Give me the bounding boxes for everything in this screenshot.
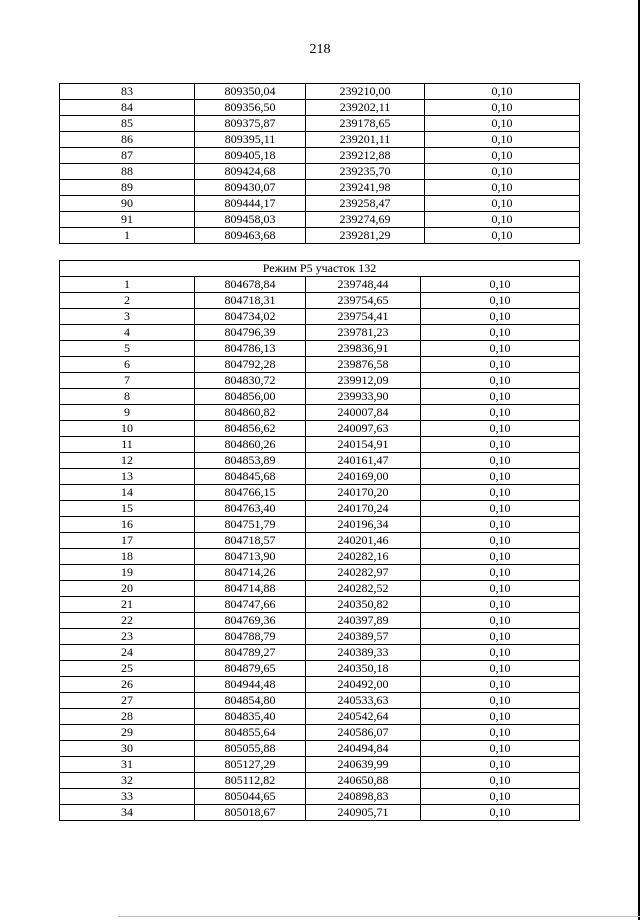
accuracy-cell: 0,10 xyxy=(421,293,580,309)
point-number-cell: 21 xyxy=(60,597,195,613)
x-coordinate-cell: 804796,39 xyxy=(195,325,306,341)
y-coordinate-cell: 240350,18 xyxy=(306,661,421,677)
point-number-cell: 25 xyxy=(60,661,195,677)
table-row xyxy=(60,597,580,613)
table-row xyxy=(60,228,580,244)
table-row xyxy=(60,469,580,485)
x-coordinate-cell: 809375,87 xyxy=(195,116,306,132)
table-row xyxy=(60,309,580,325)
y-coordinate-cell: 240161,47 xyxy=(306,453,421,469)
y-coordinate-cell: 240494,84 xyxy=(306,741,421,757)
y-coordinate-cell: 240586,07 xyxy=(306,725,421,741)
y-coordinate-cell: 240201,46 xyxy=(306,533,421,549)
y-coordinate-cell: 239178,65 xyxy=(306,116,425,132)
table-row xyxy=(60,357,580,373)
x-coordinate-cell: 804714,88 xyxy=(195,581,306,597)
accuracy-cell: 0,10 xyxy=(421,565,580,581)
x-coordinate-cell: 804860,26 xyxy=(195,437,306,453)
table-row xyxy=(60,661,580,677)
x-coordinate-cell: 809395,11 xyxy=(195,132,306,148)
y-coordinate-cell: 239876,58 xyxy=(306,357,421,373)
accuracy-cell: 0,10 xyxy=(425,100,580,116)
table-row xyxy=(60,805,580,821)
x-coordinate-cell: 804944,48 xyxy=(195,677,306,693)
accuracy-cell: 0,10 xyxy=(425,228,580,244)
accuracy-cell: 0,10 xyxy=(421,341,580,357)
x-coordinate-cell: 805127,29 xyxy=(195,757,306,773)
y-coordinate-cell: 240389,33 xyxy=(306,645,421,661)
point-number-cell: 6 xyxy=(60,357,195,373)
x-coordinate-cell: 804763,40 xyxy=(195,501,306,517)
x-coordinate-cell: 804855,64 xyxy=(195,725,306,741)
coordinates-table-section-132 xyxy=(59,260,580,821)
point-number-cell: 3 xyxy=(60,309,195,325)
point-number-cell: 31 xyxy=(60,757,195,773)
accuracy-cell: 0,10 xyxy=(421,453,580,469)
accuracy-cell: 0,10 xyxy=(421,709,580,725)
point-number-cell: 89 xyxy=(60,180,195,196)
y-coordinate-cell: 239274,69 xyxy=(306,212,425,228)
point-number-cell: 26 xyxy=(60,677,195,693)
y-coordinate-cell: 240282,52 xyxy=(306,581,421,597)
y-coordinate-cell: 240350,82 xyxy=(306,597,421,613)
accuracy-cell: 0,10 xyxy=(425,196,580,212)
y-coordinate-cell: 240492,00 xyxy=(306,677,421,693)
point-number-cell: 5 xyxy=(60,341,195,357)
point-number-cell: 12 xyxy=(60,453,195,469)
point-number-cell: 1 xyxy=(60,277,195,293)
x-coordinate-cell: 809424,68 xyxy=(195,164,306,180)
table-row xyxy=(60,709,580,725)
y-coordinate-cell: 239933,90 xyxy=(306,389,421,405)
y-coordinate-cell: 239281,29 xyxy=(306,228,425,244)
table-row xyxy=(60,789,580,805)
table-row xyxy=(60,148,580,164)
x-coordinate-cell: 804786,13 xyxy=(195,341,306,357)
accuracy-cell: 0,10 xyxy=(421,517,580,533)
x-coordinate-cell: 809444,17 xyxy=(195,196,306,212)
x-coordinate-cell: 804713,90 xyxy=(195,549,306,565)
y-coordinate-cell: 239258,47 xyxy=(306,196,425,212)
x-coordinate-cell: 804845,68 xyxy=(195,469,306,485)
table-row xyxy=(60,613,580,629)
accuracy-cell: 0,10 xyxy=(421,741,580,757)
accuracy-cell: 0,10 xyxy=(425,84,580,100)
x-coordinate-cell: 804856,00 xyxy=(195,389,306,405)
table-row xyxy=(60,293,580,309)
accuracy-cell: 0,10 xyxy=(421,661,580,677)
accuracy-cell: 0,10 xyxy=(421,613,580,629)
accuracy-cell: 0,10 xyxy=(421,773,580,789)
x-coordinate-cell: 804789,27 xyxy=(195,645,306,661)
table-row xyxy=(60,277,580,293)
x-coordinate-cell: 804792,28 xyxy=(195,357,306,373)
table-row xyxy=(60,132,580,148)
point-number-cell: 13 xyxy=(60,469,195,485)
point-number-cell: 7 xyxy=(60,373,195,389)
point-number-cell: 1 xyxy=(60,228,195,244)
table-row xyxy=(60,212,580,228)
accuracy-cell: 0,10 xyxy=(421,469,580,485)
x-coordinate-cell: 804835,40 xyxy=(195,709,306,725)
y-coordinate-cell: 239836,91 xyxy=(306,341,421,357)
accuracy-cell: 0,10 xyxy=(425,212,580,228)
table-row xyxy=(60,549,580,565)
table-row xyxy=(60,677,580,693)
y-coordinate-cell: 240007,84 xyxy=(306,405,421,421)
accuracy-cell: 0,10 xyxy=(421,645,580,661)
accuracy-cell: 0,10 xyxy=(421,789,580,805)
table-row xyxy=(60,389,580,405)
x-coordinate-cell: 804769,36 xyxy=(195,613,306,629)
table-row xyxy=(60,645,580,661)
point-number-cell: 19 xyxy=(60,565,195,581)
y-coordinate-cell: 240282,97 xyxy=(306,565,421,581)
accuracy-cell: 0,10 xyxy=(421,309,580,325)
point-number-cell: 11 xyxy=(60,437,195,453)
y-coordinate-cell: 239210,00 xyxy=(306,84,425,100)
x-coordinate-cell: 804734,02 xyxy=(195,309,306,325)
table-row xyxy=(60,100,580,116)
y-coordinate-cell: 239748,44 xyxy=(306,277,421,293)
table-row xyxy=(60,196,580,212)
y-coordinate-cell: 239781,23 xyxy=(306,325,421,341)
y-coordinate-cell: 239202,11 xyxy=(306,100,425,116)
table-row xyxy=(60,325,580,341)
x-coordinate-cell: 804766,15 xyxy=(195,485,306,501)
y-coordinate-cell: 240169,00 xyxy=(306,469,421,485)
table-row xyxy=(60,116,580,132)
accuracy-cell: 0,10 xyxy=(425,116,580,132)
accuracy-cell: 0,10 xyxy=(421,725,580,741)
y-coordinate-cell: 240533,63 xyxy=(306,693,421,709)
scan-edge-bottom xyxy=(118,916,640,917)
table-row xyxy=(60,741,580,757)
x-coordinate-cell: 804751,79 xyxy=(195,517,306,533)
point-number-cell: 90 xyxy=(60,196,195,212)
y-coordinate-cell: 239754,41 xyxy=(306,309,421,325)
point-number-cell: 88 xyxy=(60,164,195,180)
x-coordinate-cell: 809458,03 xyxy=(195,212,306,228)
point-number-cell: 83 xyxy=(60,84,195,100)
table-row xyxy=(60,757,580,773)
x-coordinate-cell: 804860,82 xyxy=(195,405,306,421)
table-row xyxy=(60,341,580,357)
point-number-cell: 4 xyxy=(60,325,195,341)
y-coordinate-cell: 240097,63 xyxy=(306,421,421,437)
accuracy-cell: 0,10 xyxy=(425,148,580,164)
table-row xyxy=(60,180,580,196)
accuracy-cell: 0,10 xyxy=(421,597,580,613)
table-row xyxy=(60,405,580,421)
table-row xyxy=(60,773,580,789)
x-coordinate-cell: 805044,65 xyxy=(195,789,306,805)
accuracy-cell: 0,10 xyxy=(421,629,580,645)
x-coordinate-cell: 804678,84 xyxy=(195,277,306,293)
point-number-cell: 30 xyxy=(60,741,195,757)
point-number-cell: 18 xyxy=(60,549,195,565)
x-coordinate-cell: 805018,67 xyxy=(195,805,306,821)
point-number-cell: 23 xyxy=(60,629,195,645)
y-coordinate-cell: 240898,83 xyxy=(306,789,421,805)
table-row xyxy=(60,437,580,453)
table-row xyxy=(60,453,580,469)
y-coordinate-cell: 239754,65 xyxy=(306,293,421,309)
accuracy-cell: 0,10 xyxy=(425,164,580,180)
table-row xyxy=(60,581,580,597)
point-number-cell: 86 xyxy=(60,132,195,148)
y-coordinate-cell: 240170,24 xyxy=(306,501,421,517)
x-coordinate-cell: 804718,31 xyxy=(195,293,306,309)
x-coordinate-cell: 804718,57 xyxy=(195,533,306,549)
y-coordinate-cell: 240170,20 xyxy=(306,485,421,501)
accuracy-cell: 0,10 xyxy=(421,501,580,517)
section-header-row xyxy=(60,261,580,277)
point-number-cell: 2 xyxy=(60,293,195,309)
accuracy-cell: 0,10 xyxy=(421,357,580,373)
point-number-cell: 22 xyxy=(60,613,195,629)
x-coordinate-cell: 804854,80 xyxy=(195,693,306,709)
point-number-cell: 24 xyxy=(60,645,195,661)
accuracy-cell: 0,10 xyxy=(421,325,580,341)
y-coordinate-cell: 240282,16 xyxy=(306,549,421,565)
accuracy-cell: 0,10 xyxy=(421,389,580,405)
x-coordinate-cell: 809350,04 xyxy=(195,84,306,100)
table-row xyxy=(60,565,580,581)
y-coordinate-cell: 239201,11 xyxy=(306,132,425,148)
table-row xyxy=(60,533,580,549)
x-coordinate-cell: 804879,65 xyxy=(195,661,306,677)
y-coordinate-cell: 239912,09 xyxy=(306,373,421,389)
page-number: 218 xyxy=(309,42,331,57)
point-number-cell: 20 xyxy=(60,581,195,597)
table-row xyxy=(60,517,580,533)
point-number-cell: 87 xyxy=(60,148,195,164)
x-coordinate-cell: 804788,79 xyxy=(195,629,306,645)
x-coordinate-cell: 809430,07 xyxy=(195,180,306,196)
point-number-cell: 8 xyxy=(60,389,195,405)
table-row xyxy=(60,725,580,741)
table-row xyxy=(60,84,580,100)
table-row xyxy=(60,501,580,517)
x-coordinate-cell: 804856,62 xyxy=(195,421,306,437)
point-number-cell: 17 xyxy=(60,533,195,549)
y-coordinate-cell: 240397,89 xyxy=(306,613,421,629)
point-number-cell: 15 xyxy=(60,501,195,517)
point-number-cell: 84 xyxy=(60,100,195,116)
accuracy-cell: 0,10 xyxy=(421,485,580,501)
x-coordinate-cell: 809405,18 xyxy=(195,148,306,164)
accuracy-cell: 0,10 xyxy=(421,693,580,709)
point-number-cell: 32 xyxy=(60,773,195,789)
accuracy-cell: 0,10 xyxy=(421,405,580,421)
coordinates-table-continued xyxy=(59,83,580,244)
accuracy-cell: 0,10 xyxy=(421,581,580,597)
point-number-cell: 16 xyxy=(60,517,195,533)
point-number-cell: 85 xyxy=(60,116,195,132)
point-number-cell: 14 xyxy=(60,485,195,501)
y-coordinate-cell: 239235,70 xyxy=(306,164,425,180)
table-row xyxy=(60,373,580,389)
y-coordinate-cell: 239241,98 xyxy=(306,180,425,196)
y-coordinate-cell: 239212,88 xyxy=(306,148,425,164)
y-coordinate-cell: 240389,57 xyxy=(306,629,421,645)
accuracy-cell: 0,10 xyxy=(421,277,580,293)
accuracy-cell: 0,10 xyxy=(421,805,580,821)
accuracy-cell: 0,10 xyxy=(425,180,580,196)
accuracy-cell: 0,10 xyxy=(425,132,580,148)
point-number-cell: 10 xyxy=(60,421,195,437)
section-title: Режим Р5 участок 132 xyxy=(60,261,580,277)
y-coordinate-cell: 240639,99 xyxy=(306,757,421,773)
table-row xyxy=(60,629,580,645)
x-coordinate-cell: 809463,68 xyxy=(195,228,306,244)
point-number-cell: 29 xyxy=(60,725,195,741)
x-coordinate-cell: 804747,66 xyxy=(195,597,306,613)
point-number-cell: 91 xyxy=(60,212,195,228)
x-coordinate-cell: 804830,72 xyxy=(195,373,306,389)
point-number-cell: 28 xyxy=(60,709,195,725)
y-coordinate-cell: 240154,91 xyxy=(306,437,421,453)
table-row xyxy=(60,421,580,437)
x-coordinate-cell: 804853,89 xyxy=(195,453,306,469)
point-number-cell: 34 xyxy=(60,805,195,821)
accuracy-cell: 0,10 xyxy=(421,437,580,453)
table-row xyxy=(60,693,580,709)
x-coordinate-cell: 804714,26 xyxy=(195,565,306,581)
table-row xyxy=(60,164,580,180)
point-number-cell: 33 xyxy=(60,789,195,805)
accuracy-cell: 0,10 xyxy=(421,549,580,565)
accuracy-cell: 0,10 xyxy=(421,421,580,437)
x-coordinate-cell: 805055,88 xyxy=(195,741,306,757)
point-number-cell: 27 xyxy=(60,693,195,709)
x-coordinate-cell: 805112,82 xyxy=(195,773,306,789)
point-number-cell: 9 xyxy=(60,405,195,421)
accuracy-cell: 0,10 xyxy=(421,757,580,773)
accuracy-cell: 0,10 xyxy=(421,677,580,693)
y-coordinate-cell: 240650,88 xyxy=(306,773,421,789)
x-coordinate-cell: 809356,50 xyxy=(195,100,306,116)
y-coordinate-cell: 240542,64 xyxy=(306,709,421,725)
accuracy-cell: 0,10 xyxy=(421,373,580,389)
y-coordinate-cell: 240196,34 xyxy=(306,517,421,533)
table-row xyxy=(60,485,580,501)
accuracy-cell: 0,10 xyxy=(421,533,580,549)
y-coordinate-cell: 240905,71 xyxy=(306,805,421,821)
